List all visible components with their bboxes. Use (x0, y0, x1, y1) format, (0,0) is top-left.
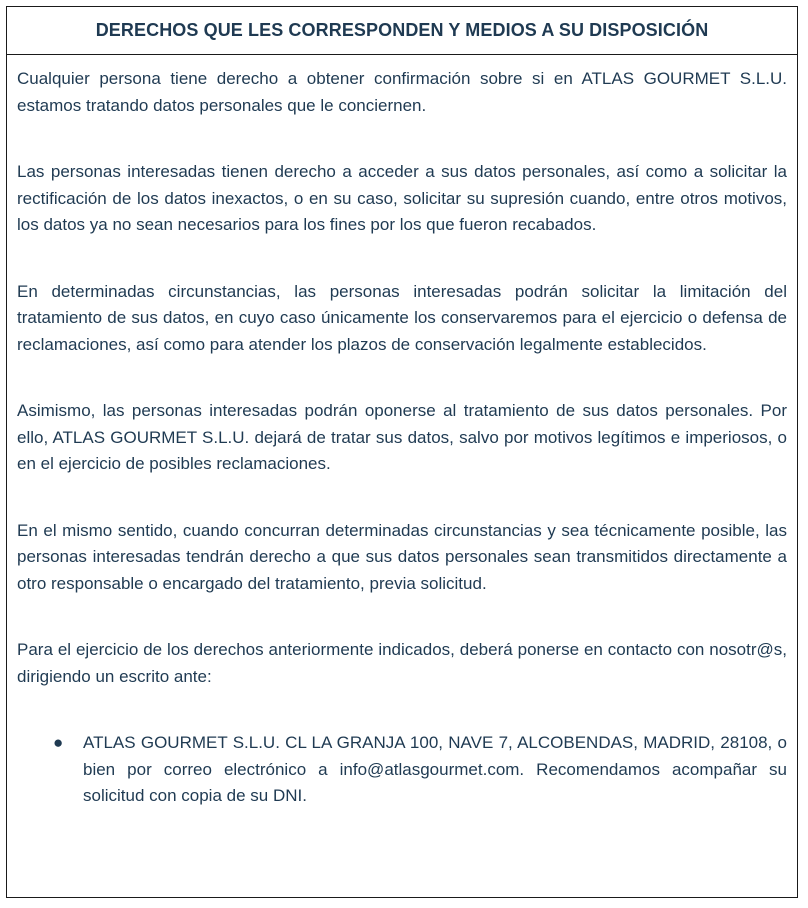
document-header (7, 7, 797, 55)
paragraph-portability: En el mismo sentido, cuando concurran determinadas circunstancias y sea técnicamente posible, las personas interesadas tendrán derecho a que sus datos personales sean transmitidos directamente a otro responsable o encargado del tratamiento, previa solicitud. (17, 520, 787, 593)
paragraph-confirmation: Cualquier persona tiene derecho a obtener confirmación sobre si en ATLAS GOURMET S.L.U. estamos tratando datos personales que le conciernen. (17, 69, 787, 115)
contact-list (17, 730, 787, 810)
paragraph-access-rectification: Las personas interesadas tienen derecho a acceder a sus datos personales, así como a solicitar la rectificación de los datos inexactos, o en su caso, solicitar su supresión cuando, entre otros motivos, los datos ya no sean necesarios para los fines por los que fueron recabados. (17, 162, 787, 234)
paragraph-limitation: En determinadas circunstancias, las personas interesadas podrán solicitar la limitación del tratamiento de sus datos, en cuyo caso únicamente los conservaremos para el ejercicio o defensa de reclamaciones, así como para atender los plazos de conservación legalmente establecidos. (17, 281, 787, 354)
document-frame (6, 6, 798, 898)
document-title: DERECHOS QUE LES CORRESPONDEN Y MEDIOS A SU DISPOSICIÓN (95, 20, 709, 40)
contact-address-text: ATLAS GOURMET S.L.U. CL LA GRANJA 100, NAVE 7, ALCOBENDAS, MADRID, 28108, o bien por correo electrónico a info@atlasgourmet.com. Recomendamos acompañar su solicitud con copia de su DNI. (83, 733, 787, 805)
bullet-icon: ● (53, 733, 64, 752)
list-item (17, 730, 787, 810)
paragraph-exercise-rights: Para el ejercicio de los derechos anteriormente indicados, deberá ponerse en contacto con nosotr@s, dirigiendo un escrito ante: (17, 640, 787, 686)
paragraph-opposition: Asimismo, las personas interesadas podrán oponerse al tratamiento de sus datos personales. Por ello, ATLAS GOURMET S.L.U. dejará de tratar sus datos, salvo por motivos legítimos e imperiosos, o en el ejercicio de posibles reclamaciones. (17, 401, 787, 473)
document-body (7, 55, 797, 810)
